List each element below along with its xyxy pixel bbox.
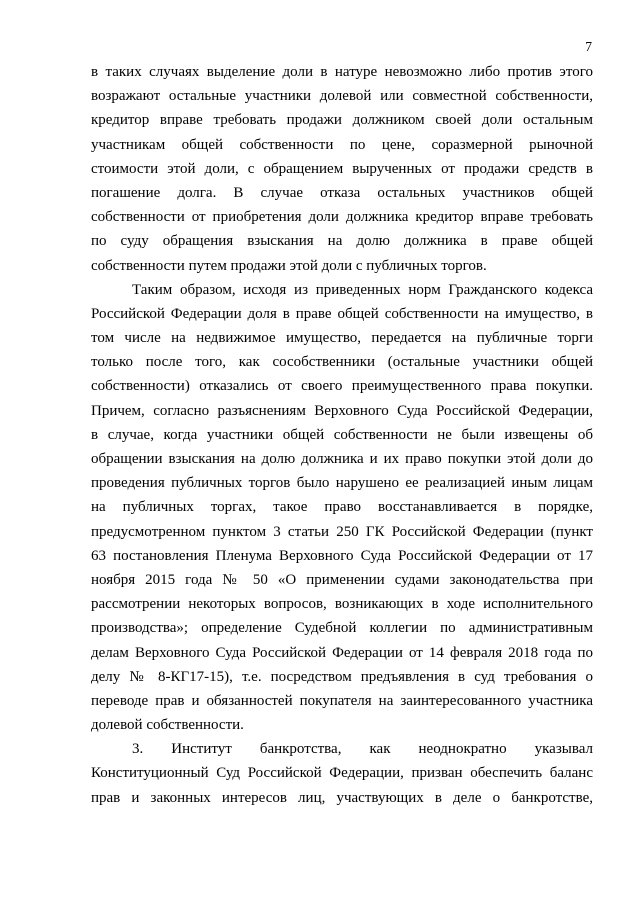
text-line: делу № 8-КГ17-15), т.е. посредством предъявления в суд требования о bbox=[91, 668, 593, 685]
text-line: проведения публичных торгов было нарушено ее реализацией иным лицам bbox=[91, 475, 593, 492]
text-line: предусмотренном пунктом 3 статьи 250 ГК Российской Федерации (пункт bbox=[91, 523, 593, 540]
text-line: собственности путем продажи этой доли с публичных торгов. bbox=[91, 257, 487, 274]
text-line: том числе на недвижимое имущество, передается на публичные торги bbox=[91, 330, 593, 347]
text-line: в таких случаях выделение доли в натуре невозможно либо против этого bbox=[91, 64, 593, 80]
text-line: обращении взыскания на долю должника и их право покупки этой доли до bbox=[91, 451, 593, 467]
text-line: по суду обращения взыскания на долю должника в праве общей bbox=[91, 233, 593, 250]
text-line: Причем, согласно разъяснениям Верховного Суда Российской Федерации, bbox=[91, 402, 593, 419]
text-line: Конституционный Суд Российской Федерации, призван обеспечить баланс bbox=[91, 765, 593, 782]
text-line: кредитор вправе требовать продажи должником своей доли остальным bbox=[91, 112, 593, 129]
text-line: производства»; определение Судебной коллегии по административным bbox=[91, 620, 593, 637]
paragraph bbox=[91, 737, 593, 810]
text-line: рассмотрении некоторых вопросов, возникающих в ходе исполнительного bbox=[91, 596, 593, 613]
text-line: прав и законных интересов лиц, участвующих в деле о банкротстве, bbox=[91, 789, 593, 806]
text-line: делам Верховного Суда Российской Федерации от 14 февраля 2018 года по bbox=[91, 644, 593, 661]
text-line: Таким образом, исходя из приведенных норм Гражданского кодекса bbox=[132, 281, 593, 298]
document-body bbox=[91, 60, 593, 810]
text-line: Российской Федерации доля в праве общей собственности на имущество, в bbox=[91, 305, 593, 322]
text-line: погашение долга. В случае отказа остальных участников общей bbox=[91, 184, 593, 201]
paragraph bbox=[91, 60, 593, 278]
text-line: возражают остальные участники долевой или совместной собственности, bbox=[91, 88, 593, 105]
text-line: в случае, когда участники общей собственности не были извещены об bbox=[91, 426, 593, 443]
text-line: стоимости этой доли, с обращением вырученных от продажи средств в bbox=[91, 160, 593, 177]
text-line: ноября 2015 года № 50 «О применении судами законодательства при bbox=[91, 571, 593, 588]
text-line: только после того, как сособственники (остальные участники общей bbox=[91, 354, 593, 371]
text-line: на публичных торгах, такое право восстанавливается в порядке, bbox=[91, 499, 593, 516]
text-line: 63 постановления Пленума Верховного Суда Российской Федерации от 17 bbox=[91, 547, 593, 564]
text-line: собственности) отказались от своего преимущественного права покупки. bbox=[91, 378, 593, 395]
text-line: собственности от приобретения доли должника кредитор вправе требовать bbox=[91, 209, 593, 226]
text-line: участникам общей собственности по цене, соразмерной рыночной bbox=[91, 136, 593, 153]
paragraph bbox=[91, 278, 593, 738]
text-line: долевой собственности. bbox=[91, 717, 244, 734]
text-line: переводе прав и обязанностей покупателя на заинтересованного участника bbox=[91, 692, 593, 709]
text-line: 3. Институт банкротства, как неоднократно указывал bbox=[132, 741, 593, 758]
page-number: 7 bbox=[585, 39, 592, 54]
